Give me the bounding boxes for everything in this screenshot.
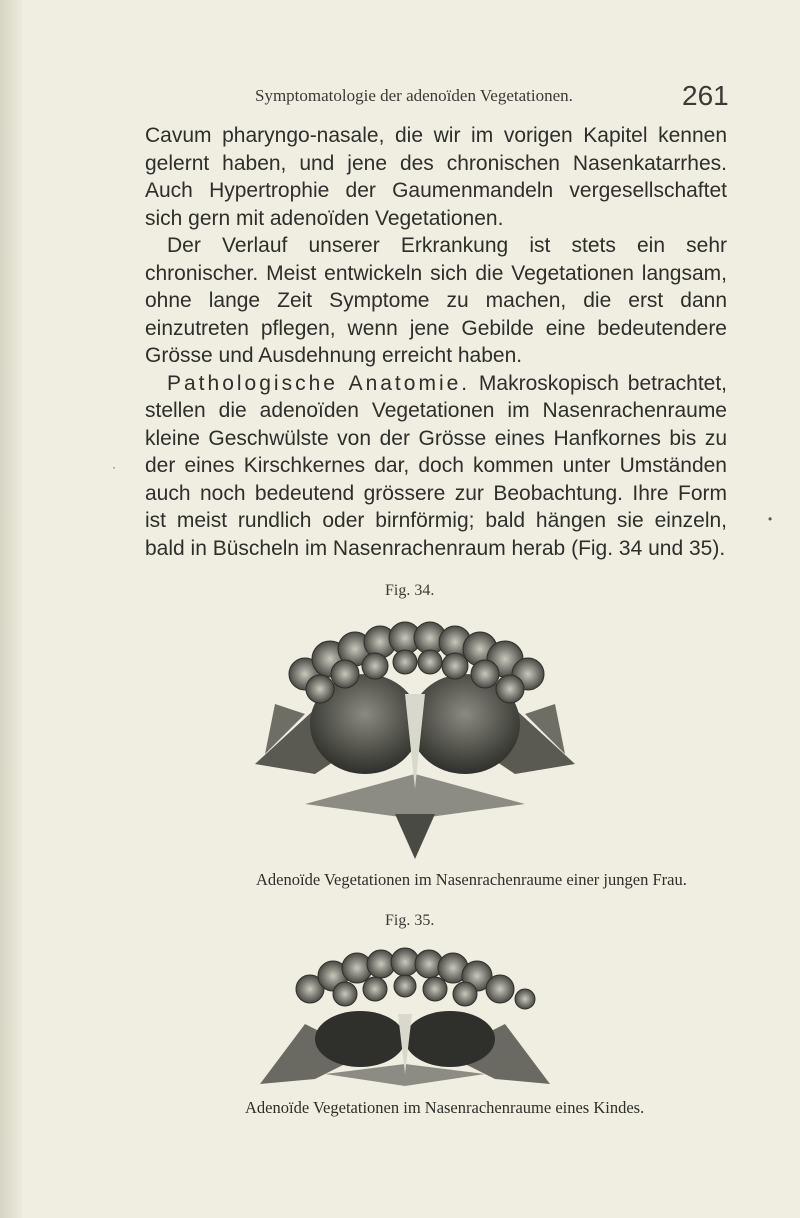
paragraph-2: Der Verlauf unserer Erkrankung ist stets ein sehr chronischer. Meist entwickeln sich die Vegetationen langsam, ohne lange Zeit Symptome zu machen, die erst dann einzutreten pflegen, wenn jene Gebilde eine bedeutendere Grösse und Ausdehnung erreicht haben. [145, 234, 727, 367]
figure-35-label: Fig. 35. [385, 912, 435, 929]
paragraph-1: Cavum pharyngo-nasale, die wir im vorigen Kapitel kennen gelernt haben, und jene des chronischen Nasenkatarrhes. Auch Hypertrophie der Gaumenmandeln vergesellschaftet sich gern mit adenoïden Vegetationen. [145, 124, 727, 230]
body-text [145, 122, 727, 562]
section-heading: Pathologische Anatomie. [167, 371, 471, 395]
paragraph-3 [145, 370, 727, 563]
figure-35-illustration [255, 944, 555, 1094]
running-head: Symptomatologie der adenoïden Vegetationen. [255, 86, 573, 105]
figure-34-illustration [245, 614, 585, 864]
figure-35-caption: Adenoïde Vegetationen im Nasenrachenraume eines Kindes. [245, 1098, 645, 1117]
page-binding-edge [0, 0, 22, 1218]
page-number: 261 [682, 80, 729, 111]
margin-mark: • [768, 512, 773, 526]
figure-34-label: Fig. 34. [385, 582, 435, 599]
figure-34-caption: Adenoïde Vegetationen im Nasenrachenraume einer jungen Frau. [256, 870, 687, 889]
margin-mark: · [112, 460, 116, 474]
paragraph-3-text: Makroskopisch betrachtet, stellen die adenoïden Vegetationen im Nasenrachenraume kleine Geschwülste von der Grösse eines Hanfkornes bis zu der eines Kirschkernes dar, doch kommen unter Umständen auch noch bedeutend grössere zur Beobachtung. Ihre Form ist meist rundlich oder birnförmig; bald hängen sie einzeln, bald in Büscheln im Nasenrachenraum herab (Fig. 34 und 35). [145, 371, 727, 560]
